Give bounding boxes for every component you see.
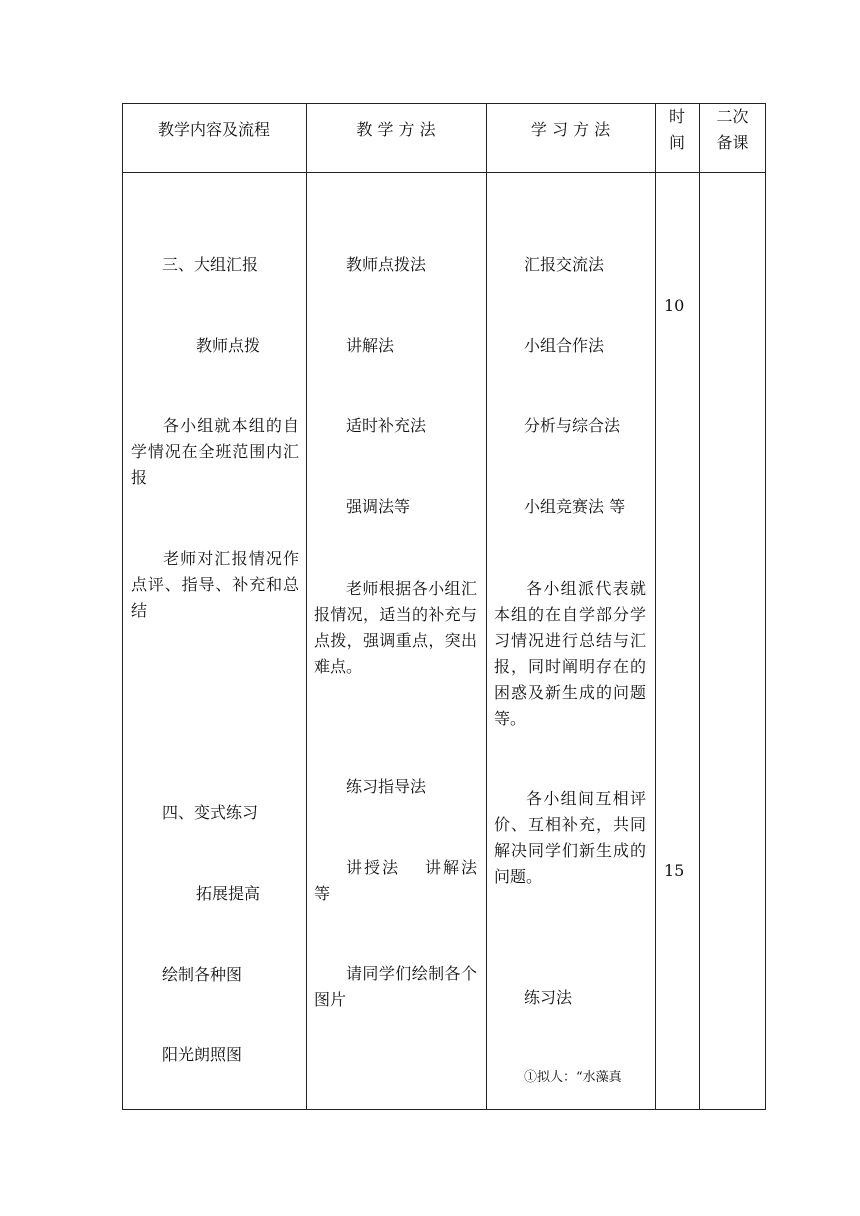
teaching-paragraph1-text: 老师根据各小组汇报情况，适当的补充与点拨，强调重点，突出难点。 bbox=[314, 579, 477, 676]
section4-title: 四、变式练习 bbox=[162, 803, 259, 822]
time-value-2: 15 bbox=[664, 861, 685, 880]
section3-subtitle: 教师点拨 bbox=[196, 336, 261, 355]
section3-paragraph1-text: 各小组就本组的自学情况在全班范围内汇报 bbox=[131, 416, 299, 487]
section3-paragraph2-text: 老师对汇报情况作点评、指导、补充和总结 bbox=[131, 549, 299, 620]
header-time-line2: 间 bbox=[668, 133, 685, 152]
section4-item1: 绘制各种图 bbox=[162, 965, 243, 984]
teaching-method-3: 适时补充法 bbox=[346, 416, 427, 435]
learning-method-5: 练习法 bbox=[524, 988, 573, 1007]
learning-paragraph1-text: 各小组派代表就本组的在自学部分学习情况进行总结与汇报，同时阐明存在的困惑及新生成的问题等。 bbox=[494, 579, 646, 728]
section3-paragraph1 bbox=[131, 413, 299, 491]
teaching-method-2: 讲解法 bbox=[346, 336, 395, 355]
header-teaching-method: 教 学 方 法 bbox=[356, 120, 436, 139]
section3-title: 三、大组汇报 bbox=[162, 255, 259, 274]
learning-paragraph1 bbox=[494, 576, 646, 732]
teaching-paragraph2 bbox=[314, 961, 477, 1013]
learning-method-3: 分析与综合法 bbox=[524, 416, 621, 435]
teaching-method-4: 强调法等 bbox=[346, 497, 411, 516]
learning-paragraph2-text: 各小组间互相评价、互相补充，共同解决同学们新生成的问题。 bbox=[494, 789, 646, 886]
column-divider bbox=[486, 104, 487, 1109]
header-second-prep-line1: 二次 bbox=[716, 107, 749, 126]
teaching-paragraph1 bbox=[314, 576, 477, 680]
header-second-prep-line2: 备课 bbox=[716, 133, 749, 152]
learning-method-2: 小组合作法 bbox=[524, 336, 605, 355]
teaching-method-5: 练习指导法 bbox=[346, 777, 427, 796]
column-divider bbox=[699, 104, 700, 1109]
teaching-method-1: 教师点拨法 bbox=[346, 255, 427, 274]
learning-method-4: 小组竞赛法 等 bbox=[524, 497, 626, 516]
column-divider bbox=[655, 104, 656, 1109]
section4-subtitle: 拓展提高 bbox=[196, 884, 261, 903]
teaching-paragraph2-text: 请同学们绘制各个图片 bbox=[314, 964, 477, 1009]
column-divider bbox=[306, 104, 307, 1109]
learning-example-personification: ①拟人：“水藻真 bbox=[524, 1070, 622, 1085]
section4-item2: 阳光朗照图 bbox=[162, 1045, 243, 1064]
header-learning-method: 学 习 方 法 bbox=[530, 120, 611, 139]
learning-method-1: 汇报交流法 bbox=[524, 255, 605, 274]
time-value-1: 10 bbox=[664, 296, 685, 315]
teaching-method-6-text: 讲授法 讲解法等 bbox=[314, 858, 477, 903]
header-content-flow: 教学内容及流程 bbox=[157, 120, 270, 139]
section3-paragraph2 bbox=[131, 546, 299, 624]
teaching-method-6 bbox=[314, 855, 477, 907]
learning-paragraph2 bbox=[494, 786, 646, 890]
header-time-line1: 时 bbox=[668, 107, 685, 126]
header-divider bbox=[123, 172, 765, 173]
